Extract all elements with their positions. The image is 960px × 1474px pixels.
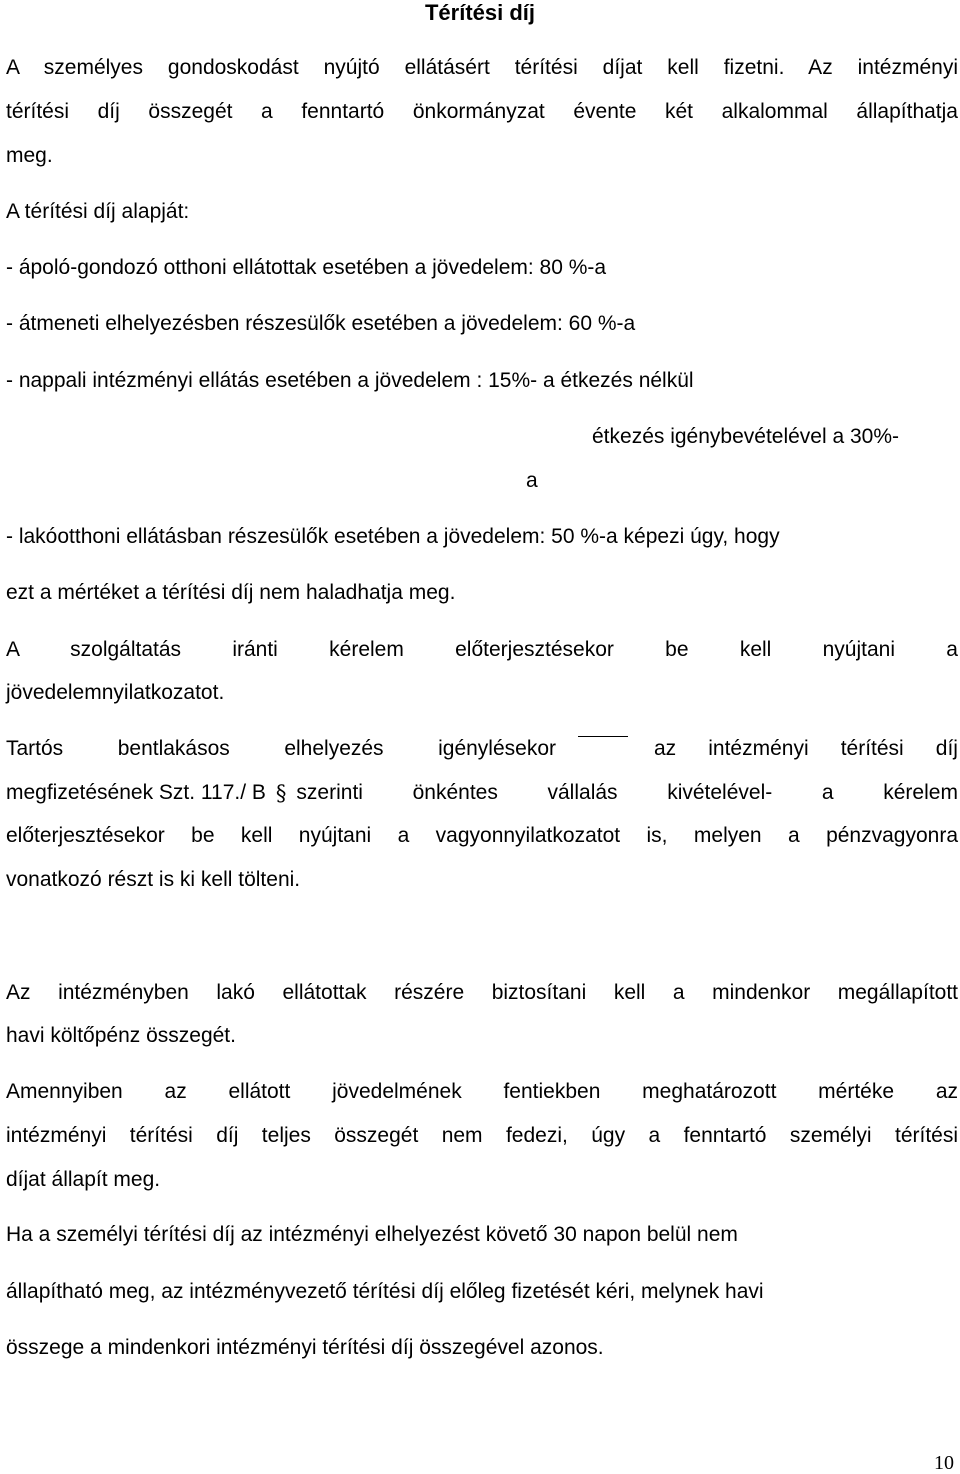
paragraph-3-line-2-end: szerinti önkéntes vállalás kivételével- a kérelem — [296, 781, 958, 804]
list-item-3: - nappali intézményi ellátás esetében a jövedelem : 15%- a étkezés nélkül — [6, 369, 694, 392]
list-item-3-suffix: a — [526, 469, 538, 492]
paragraph-6-line-1: Ha a személyi térítési díj az intézményi elhelyezést követő 30 napon belül nem — [6, 1223, 738, 1246]
long-dash — [578, 736, 628, 762]
paragraph-1-line-1: A személyes gondoskodást nyújtó ellátásért térítési díjat kell fizetni. Az intézményi — [6, 56, 958, 79]
paragraph-4-line-2: havi költőpénz összegét. — [6, 1024, 236, 1047]
paragraph-3-line-1-end: az intézményi térítési díj — [654, 737, 958, 760]
paragraph-4-line-1: Az intézményben lakó ellátottak részére biztosítani kell a mindenkor megállapított — [6, 981, 958, 1004]
list-item-1: - ápoló-gondozó otthoni ellátottak esetében a jövedelem: 80 %-a — [6, 256, 607, 279]
list-item-2: - átmeneti elhelyezésben részesülők esetében a jövedelem: 60 %-a — [6, 312, 636, 335]
paragraph-3-line-1 — [6, 736, 958, 762]
paragraph-1-line-3: meg. — [6, 144, 53, 167]
paragraph-5-line-2: intézményi térítési díj teljes összegét nem fedezi, úgy a fenntartó személyi térítési — [6, 1124, 958, 1147]
list-item-4-line-2: ezt a mértéket a térítési díj nem haladhatja meg. — [6, 581, 456, 604]
paragraph-3-line-3: előterjesztésekor be kell nyújtani a vagyonnyilatkozatot is, melyen a pénzvagyonra — [6, 824, 958, 847]
section-sign: § — [275, 781, 287, 805]
list-item-4-line-1: - lakóotthoni ellátásban részesülők esetében a jövedelem: 50 %-a képezi úgy, hogy — [6, 525, 780, 548]
paragraph-3-line-4: vonatkozó részt is ki kell tölteni. — [6, 868, 301, 891]
paragraph-5-line-3: díjat állapít meg. — [6, 1168, 161, 1191]
paragraph-1-line-2: térítési díj összegét a fenntartó önkormányzat évente két alkalommal állapíthatja — [6, 100, 958, 123]
paragraph-3-line-2 — [6, 780, 958, 806]
paragraph-6-line-2: állapítható meg, az intézményvezető térítési díj előleg fizetését kéri, melynek havi — [6, 1280, 764, 1303]
paragraph-2-line-1: A szolgáltatás iránti kérelem előterjesztésekor be kell nyújtani a — [6, 638, 958, 661]
page-title: Térítési díj — [424, 0, 536, 25]
paragraph-3-line-1-start: Tartós bentlakásos elhelyezés igénylésekor — [6, 737, 556, 760]
basis-intro: A térítési díj alapját: — [6, 200, 190, 223]
list-item-3-continuation: étkezés igénybevételével a 30%- — [592, 425, 900, 448]
page-number: 10 — [934, 1452, 954, 1474]
paragraph-5-line-1: Amennyiben az ellátott jövedelmének fentiekben meghatározott mértéke az — [6, 1080, 958, 1103]
paragraph-2-line-2: jövedelemnyilatkozatot. — [6, 681, 225, 704]
paragraph-3-line-2-start: megfizetésének Szt. 117./ B — [6, 781, 266, 804]
paragraph-6-line-3: összege a mindenkori intézményi térítési díj összegével azonos. — [6, 1336, 604, 1359]
